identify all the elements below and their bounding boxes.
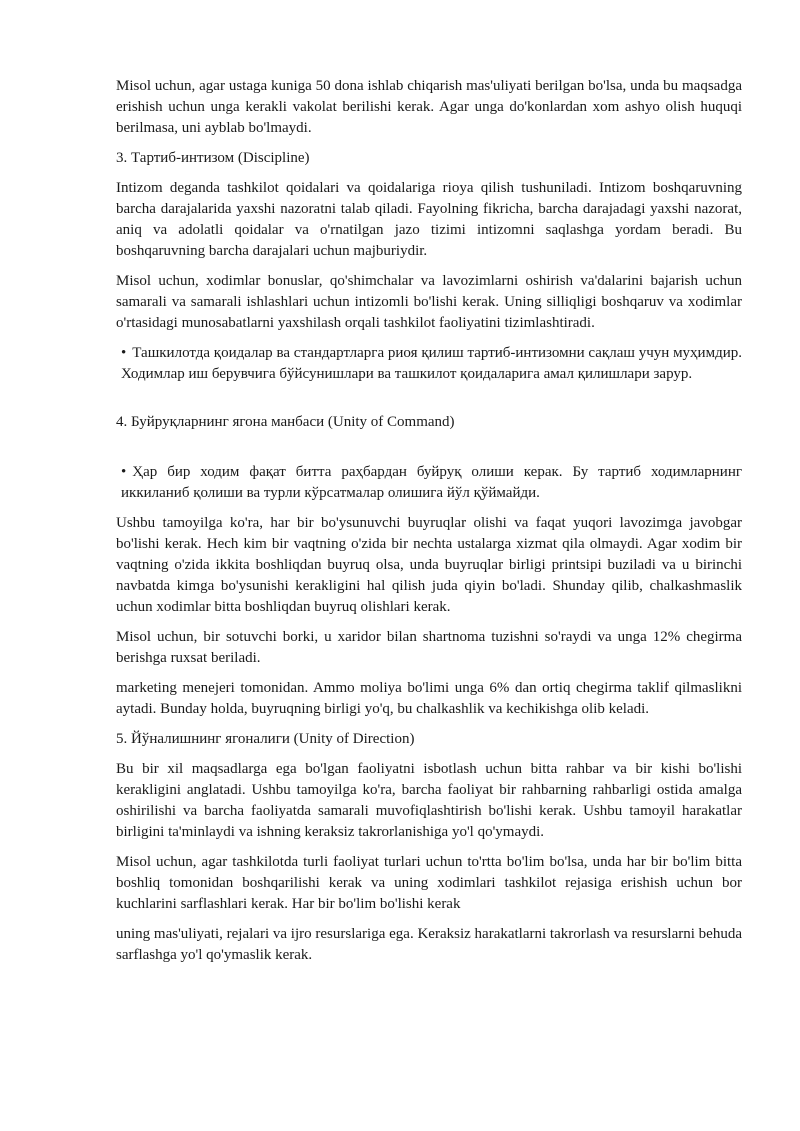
paragraph-unity-of-command-definition: Ushbu tamoyilga ko'ra, har bir bo'ysunuvchi buyruqlar olishi va faqat yuqori lavozimga javobgar bo'lishi kerak. Hech kim bir vaqtning o'zida bir nechta ustalarga xizmat qila olmaydi. Agar xodim bir vaqtning o'zida ikkita boshliqdan buyruq olsa, unda buyruqlar birligi printsipi buziladi va u birinchi navbatda kimga bo'ysunishi kerakligini hal qilish juda qiyin bo'ladi. Shunday qilib, chalkashmaslik uchun xodimlar bitta boshliqdan buyruq olishlari kerak. — [116, 515, 742, 615]
paragraph-discipline-example: Misol uchun, xodimlar bonuslar, qo'shimchalar va lavozimlarni oshirish va'dalarini bajarish uchun samarali va samarali ishlashlari uchun intizomli bo'lishi kerak. Uning silliqligi boshqaruv va xodimlar o'rtasidagi munosabatlarni yaxshilash orqali tashkilot faoliyatini tizimlashtiradi. — [116, 273, 742, 331]
bullet-icon: • — [121, 345, 127, 361]
bullet-text: Ташкилотда қоидалар ва стандартларга риоя қилиш тартиб-интизомни сақлаш учун муҳимдир. Ходимлар иш берувчига бўйсунишлари ва ташкилот қоидаларига амал қилишлари зарур. — [121, 345, 742, 382]
paragraph-unity-of-direction-continuation: uning mas'uliyati, rejalari va ijro resurslariga ega. Keraksiz harakatlarni takrorlash va resurslarni behuda sarflashga yo'l qo'ymaslik kerak. — [116, 926, 742, 963]
paragraph-unity-of-direction-example: Misol uchun, agar tashkilotda turli faoliyat turlari uchun to'rtta bo'lim bo'lsa, unda har bir bo'lim bitta boshliq tomonidan boshqarilishi kerak va uning xodimlari tashkilot rejasiga erishish uchun bor kuchlarini sarflashlari kerak. Har bir bo'lim bo'lishi kerak — [116, 854, 742, 912]
paragraph-unity-of-command-example: Misol uchun, bir sotuvchi borki, u xaridor bilan shartnoma tuzishni so'raydi va unga 12% chegirma berishga ruxsat beriladi. — [116, 629, 742, 666]
heading-unity-of-command: 4. Буйруқларнинг ягона манбаси (Unity of Command) — [116, 414, 455, 430]
bullet-discipline-summary — [116, 343, 742, 385]
paragraph-discipline-definition: Intizom deganda tashkilot qoidalari va qoidalariga rioya qilish tushuniladi. Intizom boshqaruvning barcha darajalarida yaxshi nazoratni talab qiladi. Fayolning fikricha, barcha darajadagi yaxshi nazorat, aniq va adolatli qoidalar va o'rnatilgan jazo tizimi intizomni saqlashga yordam beradi. Bu boshqaruvning barcha darajalari uchun majburiydir. — [116, 180, 742, 259]
paragraph-unity-of-direction-definition: Bu bir xil maqsadlarga ega bo'lgan faoliyatni isbotlash uchun bitta rahbar va bir kishi bo'lishi kerakligini anglatadi. Ushbu tamoyilga ko'ra, barcha faoliyat bir rahbarning rahbarligi ostida amalga oshirilishi va barcha faoliyatda samarali muvofiqlashtirish bo'lishi kerak. Ushbu tamoyil harakatlar birligini ta'minlaydi va ishning keraksiz takrorlanishiga yo'l qo'ymaydi. — [116, 761, 742, 840]
paragraph-authority-example: Misol uchun, agar ustaga kuniga 50 dona ishlab chiqarish mas'uliyati berilgan bo'lsa, unda bu maqsadga erishish uchun unga kerakli vakolat berilishi kerak. Agar unga do'konlardan xom ashyo olish huquqi berilmasa, uni ayblab bo'lmaydi. — [116, 78, 742, 136]
bullet-icon: • — [121, 464, 127, 480]
heading-discipline: 3. Тартиб-интизом (Discipline) — [116, 150, 310, 166]
document-page — [116, 76, 742, 975]
bullet-text: Ҳар бир ходим фақат битта раҳбардан буйруқ олиши керак. Бу тартиб ходимларнинг иккиланиб қолиши ва турли кўрсатмалар олишига йўл қўймайди. — [121, 464, 742, 501]
bullet-unity-of-command-summary — [116, 462, 742, 504]
paragraph-unity-of-command-continuation: marketing menejeri tomonidan. Ammo moliya bo'limi unga 6% dan ortiq chegirma taklif qilmaslikni aytadi. Bunday holda, buyruqning birligi yo'q, bu chalkashlik va kechikishga olib keladi. — [116, 680, 742, 717]
heading-unity-of-direction: 5. Йўналишнинг ягоналиги (Unity of Direction) — [116, 731, 415, 747]
